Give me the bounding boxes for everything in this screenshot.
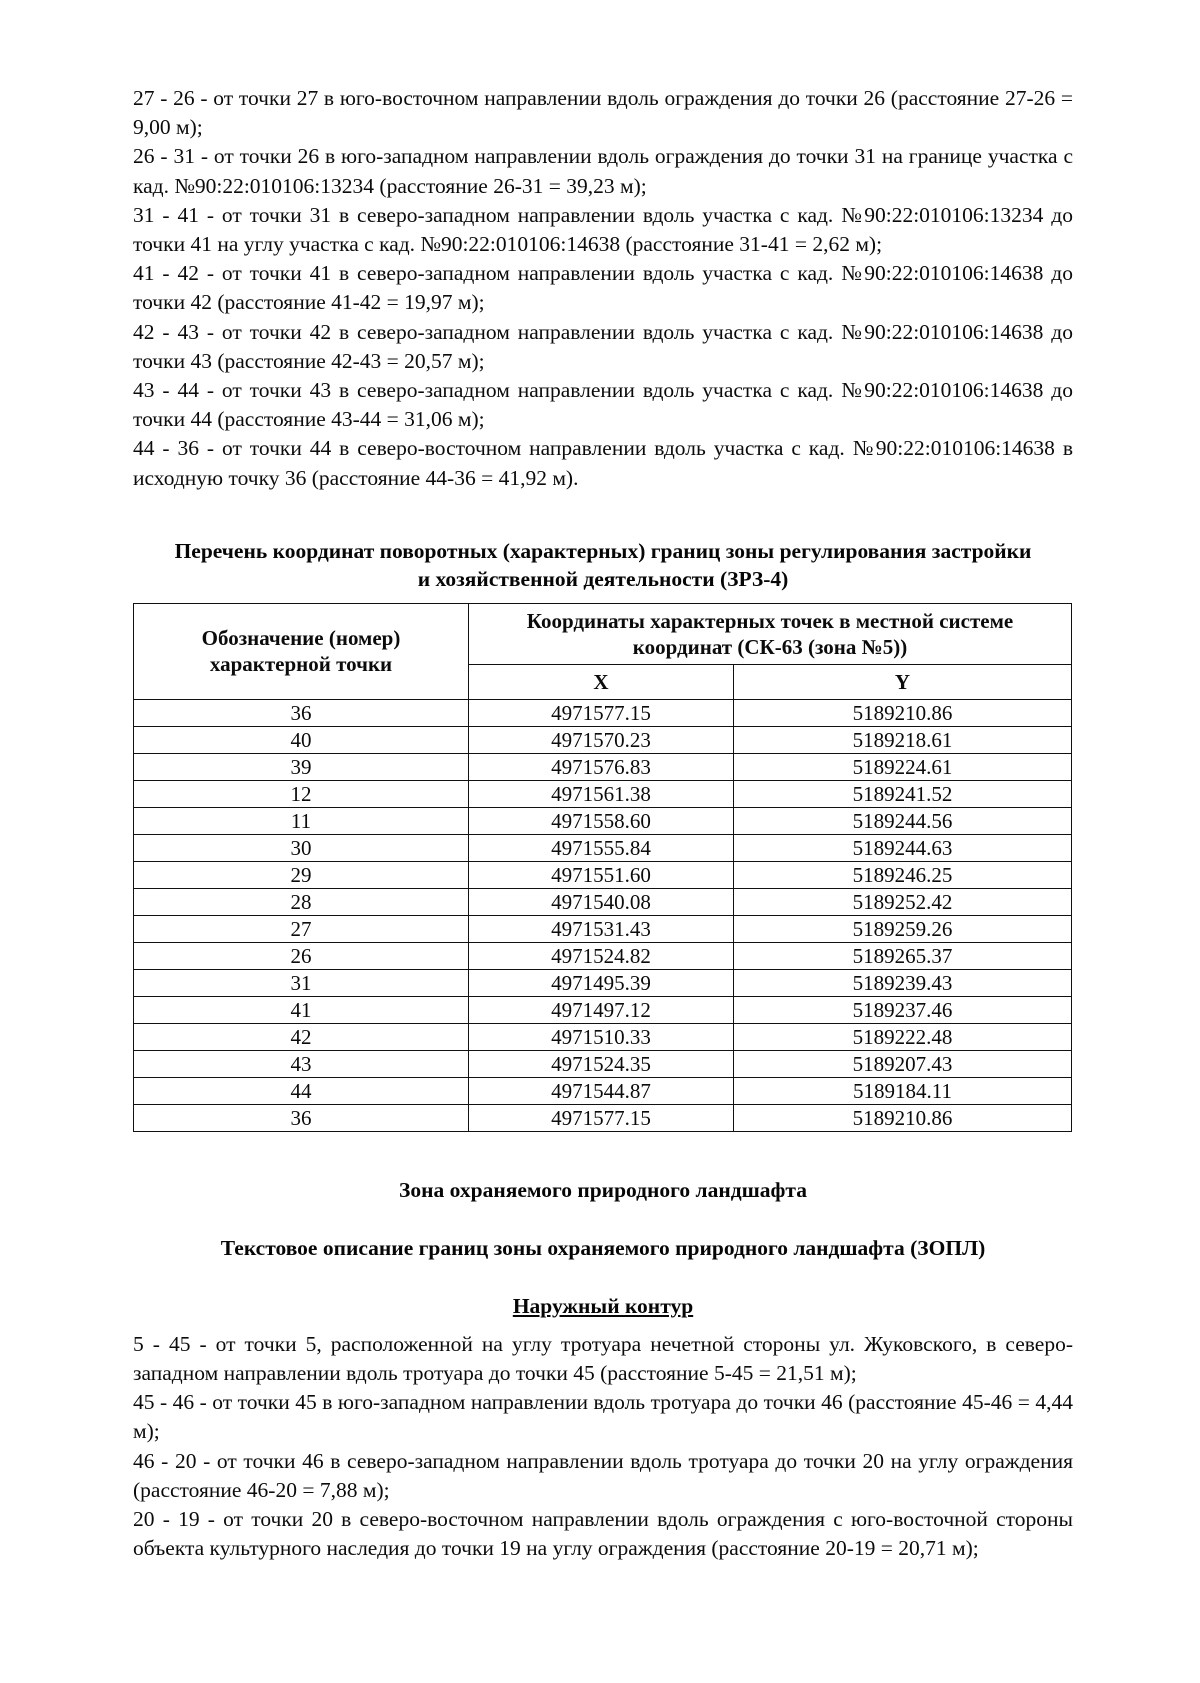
cell-point-number: 43 (134, 1050, 469, 1077)
cell-coordinate-y: 5189218.61 (734, 726, 1072, 753)
paragraph-20-19: 20 - 19 - от точки 20 в северо-восточном направлении вдоль ограждения с юго-восточной стороны объекта культурного наследия до точки 19 на углу ограждения (расстояние 20-19 = 20,71 м); (133, 1507, 1073, 1561)
cell-coordinate-y: 5189210.86 (734, 699, 1072, 726)
cell-coordinate-x: 4971510.33 (469, 1023, 734, 1050)
cell-coordinate-y: 5189244.56 (734, 807, 1072, 834)
cell-point-number: 28 (134, 888, 469, 915)
cell-point-number: 31 (134, 969, 469, 996)
table-row (134, 1104, 1072, 1131)
spacer (133, 593, 1073, 603)
cell-coordinate-y: 5189244.63 (734, 834, 1072, 861)
header-coordinates (469, 603, 1072, 664)
table-row (134, 1077, 1072, 1104)
cell-coordinate-x: 4971577.15 (469, 699, 734, 726)
cell-coordinate-y: 5189210.86 (734, 1104, 1072, 1131)
cell-point-number: 12 (134, 780, 469, 807)
table-row (134, 699, 1072, 726)
cell-point-number: 36 (134, 1104, 469, 1131)
cell-coordinate-x: 4971495.39 (469, 969, 734, 996)
cell-coordinate-x: 4971540.08 (469, 888, 734, 915)
table-row (134, 969, 1072, 996)
table-row (134, 1023, 1072, 1050)
paragraph-31-41: 31 - 41 - от точки 31 в северо-западном направлении вдоль участка с кад. №90:22:010106:13234 до точки 41 на углу участка с кад. №90:22:010106:14638 (расстояние 31-41 = 2,62 м); (133, 202, 1073, 257)
paragraph-41-42: 41 - 42 - от точки 41 в северо-западном направлении вдоль участка с кад. №90:22:010106:14638 до точки 42 (расстояние 41-42 = 19,97 м); (133, 261, 1073, 315)
spacer (133, 1204, 1073, 1234)
table-row (134, 753, 1072, 780)
cell-coordinate-y: 5189239.43 (734, 969, 1072, 996)
cell-coordinate-x: 4971524.35 (469, 1050, 734, 1077)
cell-coordinate-y: 5189207.43 (734, 1050, 1072, 1077)
cell-point-number: 39 (134, 753, 469, 780)
cell-coordinate-y: 5189224.61 (734, 753, 1072, 780)
cell-point-number: 36 (134, 699, 469, 726)
spacer (133, 1320, 1073, 1330)
table-row (134, 834, 1072, 861)
paragraph-46-20: 46 - 20 - от точки 46 в северо-западном направлении вдоль тротуара до точки 20 на углу ограждения (расстояние 46-20 = 7,88 м); (133, 1448, 1073, 1502)
paragraph-42-43: 42 - 43 - от точки 42 в северо-западном направлении вдоль участка с кад. №90:22:010106:14638 до точки 43 (расстояние 42-43 = 20,57 м); (133, 319, 1073, 373)
paragraph-44-36: 44 - 36 - от точки 44 в северо-восточном направлении вдоль участка с кад. №90:22:010106:14638 в исходную точку 36 (расстояние 44-36 = 41,92 м). (133, 436, 1073, 490)
cell-point-number: 40 (134, 726, 469, 753)
cell-coordinate-y: 5189237.46 (734, 996, 1072, 1023)
cell-coordinate-x: 4971561.38 (469, 780, 734, 807)
cell-coordinate-x: 4971497.12 (469, 996, 734, 1023)
table-row (134, 996, 1072, 1023)
cell-coordinate-x: 4971551.60 (469, 861, 734, 888)
header-point-line-2: характерной точки (209, 652, 393, 677)
coordinates-table (133, 603, 1072, 1132)
cell-coordinate-x: 4971544.87 (469, 1077, 734, 1104)
cell-coordinate-x: 4971555.84 (469, 834, 734, 861)
cell-coordinate-x: 4971524.82 (469, 942, 734, 969)
cell-point-number: 11 (134, 807, 469, 834)
cell-coordinate-y: 5189265.37 (734, 942, 1072, 969)
paragraph-27-26: 27 - 26 - от точки 27 в юго-восточном направлении вдоль ограждения до точки 26 (расстояние 27-26 = 9,00 м); (133, 86, 1073, 140)
spacer (133, 1262, 1073, 1292)
cell-point-number: 41 (134, 996, 469, 1023)
cell-coordinate-x: 4971558.60 (469, 807, 734, 834)
cell-coordinate-y: 5189184.11 (734, 1077, 1072, 1104)
page-content (133, 84, 1073, 1563)
table-title-line-1: Перечень координат поворотных (характерных) границ зоны регулирования застройки (174, 538, 1032, 563)
paragraph-5-45: 5 - 45 - от точки 5, расположенной на углу тротуара нечетной стороны ул. Жуковского, в северо-западном направлении вдоль тротуара до точки 45 (расстояние 5-45 = 21,51 м); (133, 1331, 1073, 1386)
cell-coordinate-x: 4971531.43 (469, 915, 734, 942)
table-row (134, 726, 1072, 753)
cell-point-number: 44 (134, 1077, 469, 1104)
table-title-line-2: и хозяйственной деятельности (ЗРЗ-4) (417, 566, 789, 591)
cell-coordinate-y: 5189222.48 (734, 1023, 1072, 1050)
description-heading: Текстовое описание границ зоны охраняемого природного ландшафта (ЗОПЛ) (220, 1235, 986, 1260)
cell-coordinate-y: 5189241.52 (734, 780, 1072, 807)
zone-heading: Зона охраняемого природного ландшафта (399, 1177, 807, 1202)
table-row (134, 915, 1072, 942)
cell-point-number: 26 (134, 942, 469, 969)
cell-coordinate-x: 4971576.83 (469, 753, 734, 780)
header-coordinates-line-1: Координаты характерных точек в местной системе (526, 608, 1014, 633)
table-row (134, 780, 1072, 807)
cell-coordinate-y: 5189259.26 (734, 915, 1072, 942)
contour-heading: Наружный контур (512, 1293, 694, 1318)
cell-coordinate-y: 5189246.25 (734, 861, 1072, 888)
spacer (133, 1132, 1073, 1176)
table-row (134, 942, 1072, 969)
paragraph-45-46: 45 - 46 - от точки 45 в юго-западном направлении вдоль тротуара до точки 46 (расстояние 45-46 = 4,44 м); (133, 1390, 1073, 1444)
cell-coordinate-y: 5189252.42 (734, 888, 1072, 915)
table-header-row-1 (134, 603, 1072, 664)
cell-coordinate-x: 4971570.23 (469, 726, 734, 753)
paragraph-26-31: 26 - 31 - от точки 26 в юго-западном направлении вдоль ограждения до точки 31 на границе участка с кад. №90:22:010106:13234 (расстояние 26-31 = 39,23 м); (133, 144, 1073, 198)
table-row (134, 861, 1072, 888)
table-row (134, 888, 1072, 915)
header-point-designation (134, 603, 469, 699)
spacer (133, 493, 1073, 537)
cell-point-number: 30 (134, 834, 469, 861)
header-y: Y (734, 664, 1072, 699)
cell-point-number: 29 (134, 861, 469, 888)
cell-coordinate-x: 4971577.15 (469, 1104, 734, 1131)
paragraph-43-44: 43 - 44 - от точки 43 в северо-западном направлении вдоль участка с кад. №90:22:010106:14638 до точки 44 (расстояние 43-44 = 31,06 м); (133, 378, 1073, 432)
table-head (134, 603, 1072, 699)
cell-point-number: 42 (134, 1023, 469, 1050)
table-row (134, 1050, 1072, 1077)
table-body (134, 699, 1072, 1131)
header-coordinates-line-2: координат (СК-63 (зона №5)) (632, 634, 908, 659)
header-x: X (469, 664, 734, 699)
cell-point-number: 27 (134, 915, 469, 942)
table-row (134, 807, 1072, 834)
header-point-line-1: Обозначение (номер) (201, 626, 401, 651)
